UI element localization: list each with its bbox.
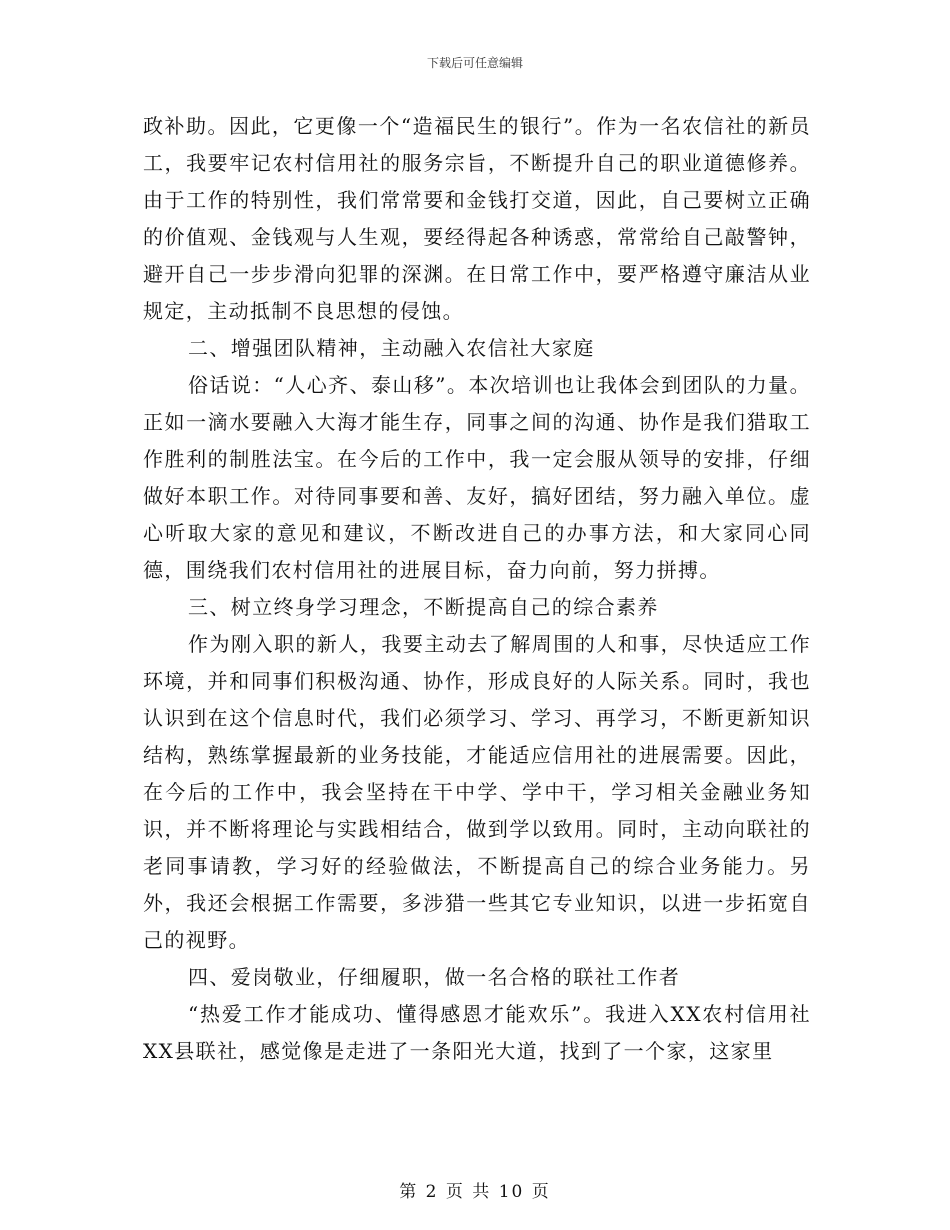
page-header: 下载后可任意编辑 xyxy=(426,56,523,70)
paragraph: “热爱工作才能成功、懂得感恩才能欢乐”。我进入XX农村信用社XX县联社，感觉像是走进了一条阳光大道，找到了一个家，这家里 xyxy=(143,1002,811,1063)
page-footer: 第 2 页 共 10 页 xyxy=(399,1182,551,1202)
section-heading-2: 二、增强团队精神，主动融入农信社大家庭 xyxy=(188,336,595,360)
paragraph-continued: 政补助。因此，它更像一个“造福民生的银行”。作为一名农信社的新员工，我要牢记农村信用社的服务宗旨，不断提升自己的职业道德修养。由于工作的特别性，我们常常要和金钱打交道，因此，自己要树立正确的价值观、金钱观与人生观，要经得起各种诱惑，常常给自己敲警钟，避开自己一步步滑向犯罪的深渊。在日常工作中，要严格遵守廉洁从业规定，主动抵制不良思想的侵蚀。 xyxy=(143,114,811,323)
section-heading-3: 三、树立终身学习理念，不断提高自己的综合素养 xyxy=(188,595,659,619)
paragraph: 俗话说：“人心齐、泰山移”。本次培训也让我体会到团队的力量。正如一滴水要融入大海才能生存，同事之间的沟通、协作是我们猎取工作胜利的制胜法宝。在今后的工作中，我一定会服从领导的安排，仔细做好本职工作。对待同事要和善、友好，搞好团结，努力融入单位。虚心听取大家的意见和建议，不断改进自己的办事方法，和大家同心同德，围绕我们农村信用社的进展目标，奋力向前，努力拼搏。 xyxy=(143,373,811,582)
paragraph: 作为刚入职的新人，我要主动去了解周围的人和事，尽快适应工作环境，并和同事们积极沟通、协作，形成良好的人际关系。同时，我也认识到在这个信息时代，我们必须学习、学习、再学习，不断更新知识结构，熟练掌握最新的业务技能，才能适应信用社的进展需要。因此，在今后的工作中，我会坚持在干中学、学中干，学习相关金融业务知识，并不断将理论与实践相结合，做到学以致用。同时，主动向联社的老同事请教，学习好的经验做法，不断提高自己的综合业务能力。另外，我还会根据工作需要，多涉猎一些其它专业知识，以进一步拓宽自己的视野。 xyxy=(143,632,811,952)
document-body xyxy=(143,108,811,1070)
section-heading-4: 四、爱岗敬业，仔细履职，做一名合格的联社工作者 xyxy=(188,965,681,989)
